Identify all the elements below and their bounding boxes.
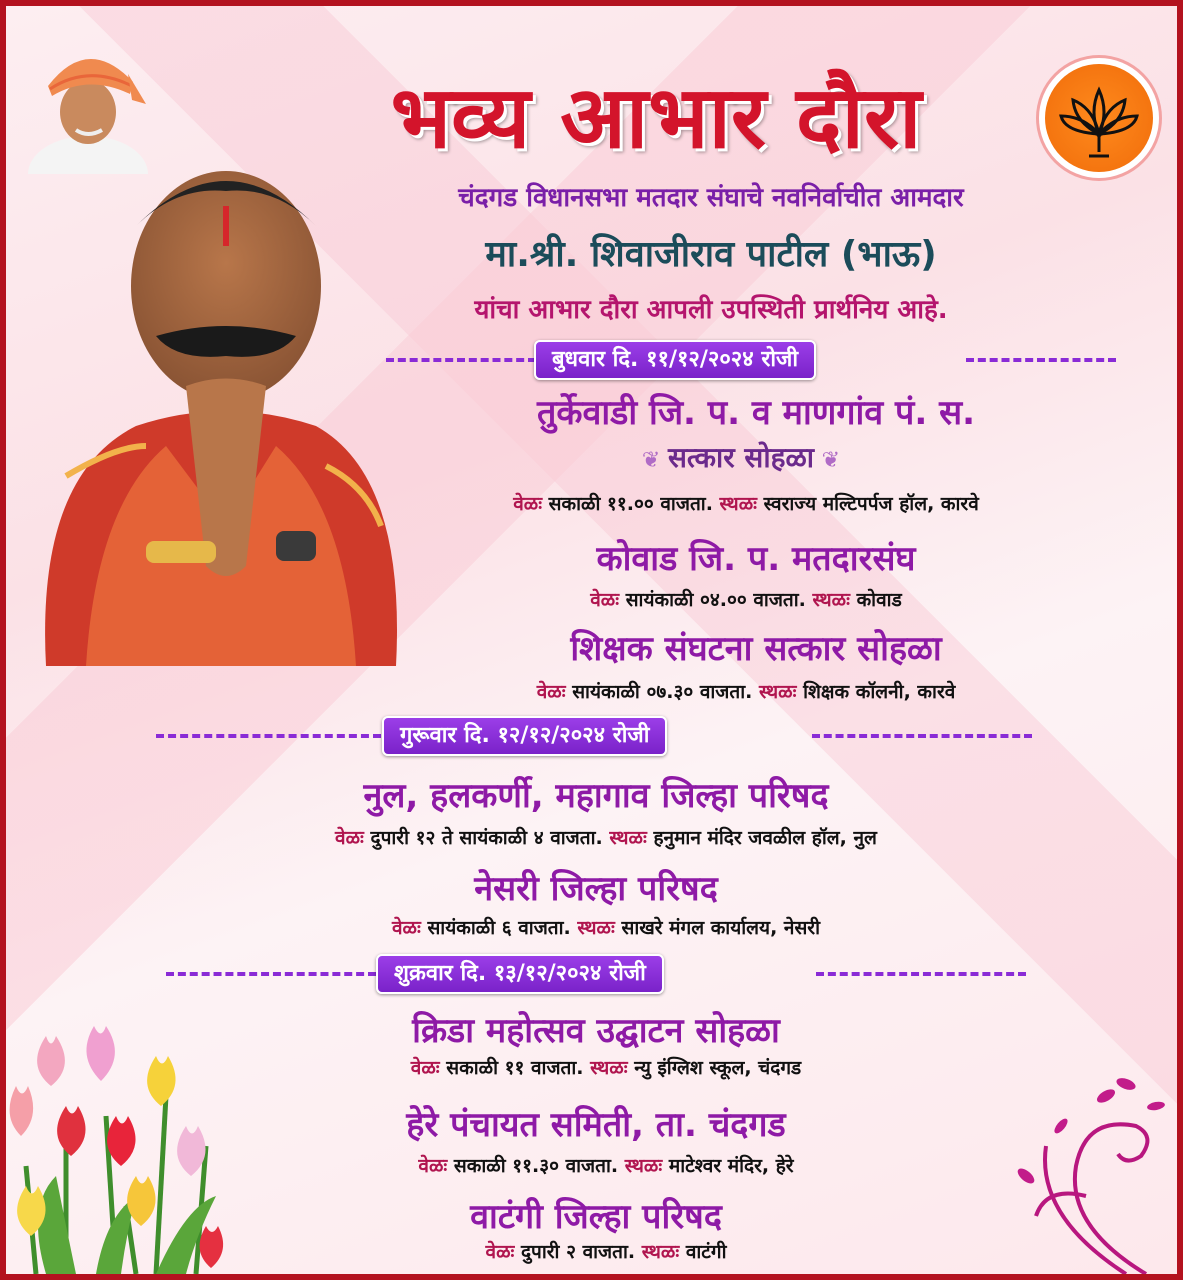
page-title: भव्य आभार दौरा — [390, 67, 922, 168]
event-shikshak-details: वेळः सायंकाळी ०७.३० वाजता. स्थळः शिक्षक कॉलनी, कारवे — [536, 681, 956, 703]
event-turkewadi: तुर्केवाडी जि. प. व माणगांव पं. स. — [536, 393, 975, 433]
subtitle-name: मा.श्री. शिवाजीराव पाटील (भाऊ) — [485, 234, 937, 275]
day-3-bar — [6, 954, 1177, 992]
tulip-bouquet — [6, 1006, 246, 1274]
floral-swirl — [1006, 1066, 1177, 1274]
day-2-bar — [6, 716, 1177, 754]
ornament-left-icon: ❦ — [641, 448, 668, 473]
event-nul-details: वेळः दुपारी १२ ते सायंकाळी ४ वाजता. स्थळः हनुमान मंदिर जवळील हॉल, नुल — [335, 827, 877, 849]
event-subtitle: ❦ सत्कार सोहळा ❦ — [641, 441, 841, 474]
event-krida: क्रिडा महोत्सव उद्घाटन सोहळा — [412, 1011, 780, 1051]
event-watangi-details: वेळः दुपारी २ वाजता. स्थळः वाटंगी — [485, 1241, 727, 1263]
day-3-heading: शुक्रवार दि. १३/१२/२०२४ रोजी — [376, 954, 664, 994]
day-1-heading: बुधवार दि. ११/१२/२०२४ रोजी — [534, 340, 816, 380]
day-1-bar — [6, 340, 1177, 378]
event-shikshak: शिक्षक संघटना सत्कार सोहळा — [570, 629, 942, 669]
event-turkewadi-details: वेळः सकाळी ११.०० वाजता. स्थळः स्वराज्य मल्टिपर्पज हॉल, कारवे — [513, 493, 979, 515]
event-here-details: वेळः सकाळी ११.३० वाजता. स्थळः माटेश्वर मंदिर, हेरे — [418, 1155, 794, 1177]
event-krida-details: वेळः सकाळी ११ वाजता. स्थळः न्यु इंग्लिश स्कूल, चंदगड — [410, 1057, 802, 1079]
leader-portrait — [26, 146, 416, 666]
day-2-heading: गुरूवार दि. १२/१२/२०२४ रोजी — [382, 716, 667, 756]
event-nul: नुल, हलकर्णी, महागाव जिल्हा परिषद — [363, 776, 829, 816]
event-watangi: वाटंगी जिल्हा परिषद — [470, 1197, 722, 1237]
event-kowad: कोवाड जि. प. मतदारसंघ — [596, 539, 916, 579]
event-kowad-details: वेळः सायंकाळी ०४.०० वाजता. स्थळः कोवाड — [590, 589, 902, 611]
event-nesari-details: वेळः सायंकाळी ६ वाजता. स्थळः साखरे मंगल कार्यालय, नेसरी — [391, 917, 820, 939]
ornament-right-icon: ❦ — [814, 448, 841, 473]
event-here: हेरे पंचायत समिती, ता. चंदगड — [406, 1105, 786, 1145]
subtitle-line1: चंदगड विधानसभा मतदार संघाचे नवनिर्वाचीत आमदार — [458, 183, 964, 213]
event-nesari: नेसरी जिल्हा परिषद — [474, 869, 718, 909]
lotus-logo-icon — [1039, 58, 1159, 178]
subtitle-line3: यांचा आभार दौरा आपली उपस्थिती प्रार्थनिय आहे. — [474, 295, 948, 325]
